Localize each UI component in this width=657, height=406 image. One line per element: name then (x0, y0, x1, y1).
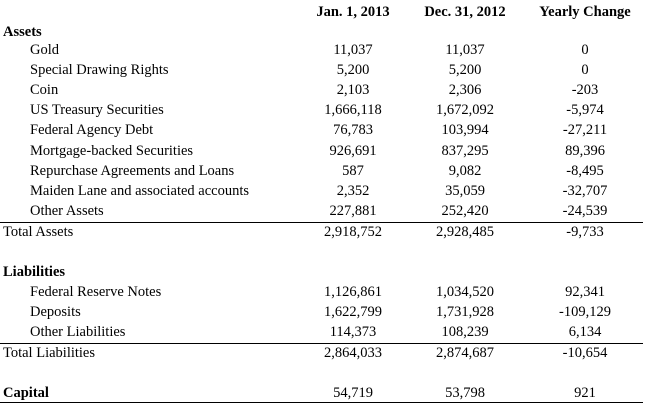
total-liabilities-dec-2012: 2,874,687 (436, 345, 494, 361)
value-change: -203 (571, 82, 599, 98)
value-dec-2012: 103,994 (441, 122, 489, 138)
table-row (0, 181, 657, 201)
table-row (0, 40, 657, 60)
row-label: US Treasury Securities (30, 102, 164, 118)
table-row (0, 100, 657, 120)
total-assets-label: Total Assets (3, 224, 74, 240)
value-jan-2013: 1,666,118 (324, 102, 382, 118)
total-liabilities-row (0, 343, 657, 363)
row-label: Maiden Lane and associated accounts (30, 183, 250, 199)
bottom-rule (300, 402, 413, 403)
value-jan-2013: 114,373 (329, 324, 377, 340)
bottom-rule (413, 402, 527, 403)
value-dec-2012: 11,037 (445, 42, 485, 58)
capital-jan-2013: 54,719 (333, 385, 373, 401)
table-row (0, 282, 657, 302)
value-dec-2012: 1,731,928 (436, 304, 494, 320)
table-row (0, 80, 657, 100)
assets-section-row (0, 22, 657, 42)
value-jan-2013: 5,200 (336, 62, 370, 78)
value-jan-2013: 227,881 (329, 203, 377, 219)
liabilities-section-title: Liabilities (3, 264, 66, 280)
row-label: Other Liabilities (30, 324, 126, 340)
row-label: Special Drawing Rights (30, 62, 169, 78)
value-jan-2013: 11,037 (333, 42, 373, 58)
value-change: 0 (581, 42, 589, 58)
table-row (0, 161, 657, 181)
capital-dec-2012: 53,798 (445, 385, 485, 401)
value-change: -24,539 (562, 203, 608, 219)
row-label: Coin (30, 82, 59, 98)
bottom-rule (527, 402, 643, 403)
value-change: -109,129 (559, 304, 611, 320)
value-change: 89,396 (565, 143, 605, 159)
value-dec-2012: 2,306 (448, 82, 482, 98)
value-jan-2013: 587 (342, 163, 364, 179)
row-label: Federal Reserve Notes (30, 284, 162, 300)
table-row (0, 120, 657, 140)
row-label: Repurchase Agreements and Loans (30, 163, 235, 179)
total-assets-jan-2013: 2,918,752 (324, 224, 382, 240)
capital-change: 921 (574, 385, 596, 401)
value-dec-2012: 1,672,092 (436, 102, 494, 118)
row-label: Other Assets (30, 203, 104, 219)
value-jan-2013: 926,691 (329, 143, 377, 159)
value-change: -32,707 (562, 183, 608, 199)
value-change: 0 (581, 62, 589, 78)
table-row (0, 201, 657, 221)
table-row (0, 141, 657, 161)
capital-label: Capital (3, 385, 49, 401)
value-dec-2012: 5,200 (448, 62, 482, 78)
row-label: Deposits (30, 304, 81, 320)
capital-row (0, 383, 657, 403)
table-row (0, 302, 657, 322)
total-liabilities-label: Total Liabilities (3, 345, 96, 361)
value-jan-2013: 2,352 (336, 183, 370, 199)
total-assets-row (0, 222, 657, 242)
table-row (0, 322, 657, 342)
value-dec-2012: 35,059 (445, 183, 485, 199)
value-jan-2013: 2,103 (336, 82, 370, 98)
row-label: Gold (30, 42, 59, 58)
row-label: Mortgage-backed Securities (30, 143, 194, 159)
liabilities-section-row (0, 262, 657, 282)
header-yearly-change: Yearly Change (539, 4, 631, 20)
bottom-rule (0, 402, 300, 403)
header-dec-2012: Dec. 31, 2012 (424, 4, 506, 20)
value-change: 6,134 (568, 324, 602, 340)
value-dec-2012: 252,420 (441, 203, 489, 219)
value-change: 92,341 (565, 284, 605, 300)
row-label: Federal Agency Debt (30, 122, 154, 138)
total-liabilities-change: -10,654 (562, 345, 608, 361)
total-assets-change: -9,733 (566, 224, 604, 240)
value-jan-2013: 76,783 (333, 122, 373, 138)
total-assets-dec-2012: 2,928,485 (436, 224, 494, 240)
value-jan-2013: 1,622,799 (324, 304, 382, 320)
value-change: -8,495 (566, 163, 604, 179)
assets-section-title: Assets (3, 24, 42, 40)
total-liabilities-jan-2013: 2,864,033 (324, 345, 382, 361)
value-dec-2012: 9,082 (448, 163, 482, 179)
value-change: -5,974 (566, 102, 604, 118)
header-row (0, 2, 657, 22)
header-jan-2013: Jan. 1, 2013 (316, 4, 390, 20)
value-jan-2013: 1,126,861 (324, 284, 382, 300)
value-dec-2012: 108,239 (441, 324, 489, 340)
value-dec-2012: 837,295 (441, 143, 489, 159)
table-row (0, 60, 657, 80)
value-change: -27,211 (562, 122, 608, 138)
value-dec-2012: 1,034,520 (436, 284, 494, 300)
